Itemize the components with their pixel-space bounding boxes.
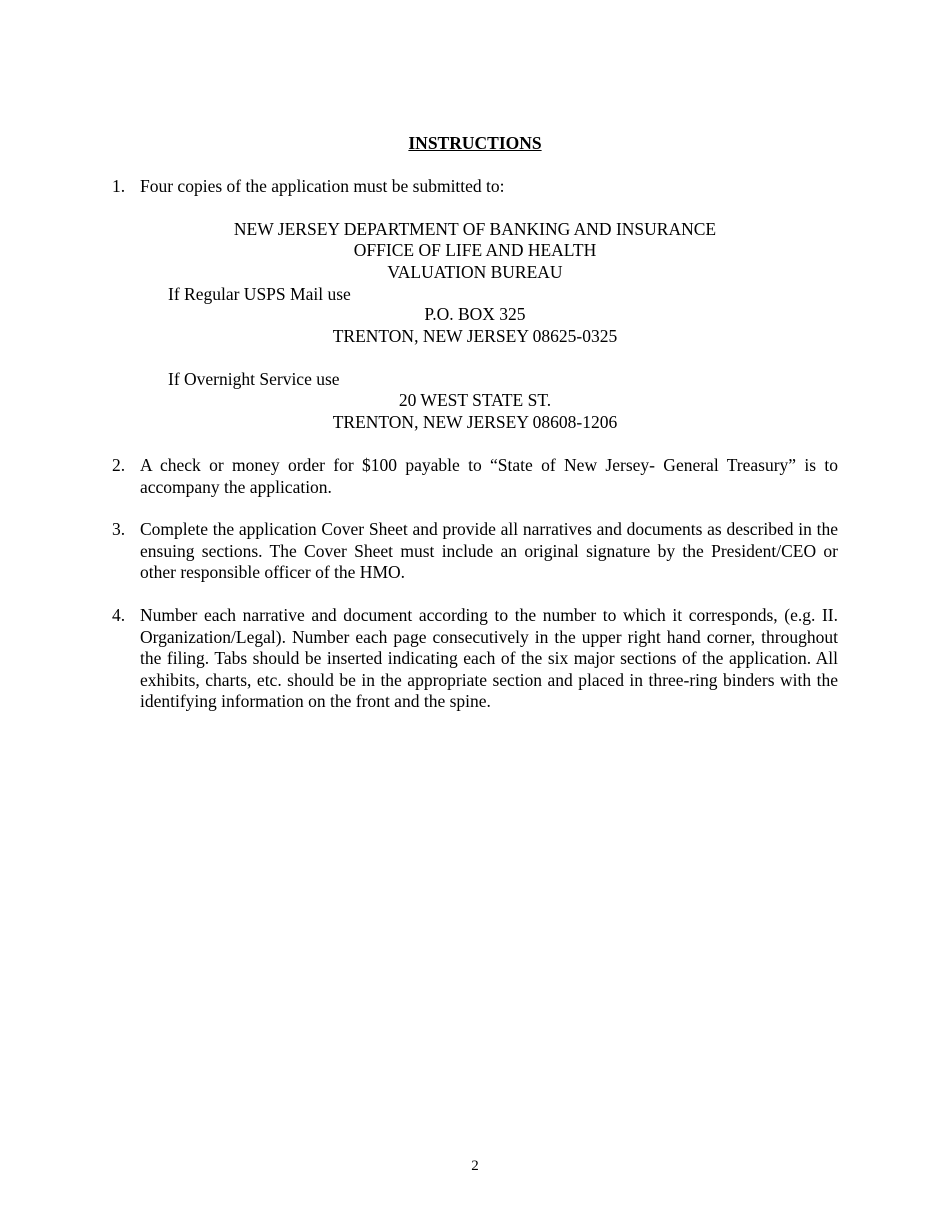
address-line-department: NEW JERSEY DEPARTMENT OF BANKING AND INSURANCE bbox=[233, 219, 717, 239]
item-number: 1. bbox=[112, 176, 126, 196]
item-number: 2. bbox=[112, 455, 126, 475]
item-number: 4. bbox=[112, 605, 126, 625]
mail-city-zip: TRENTON, NEW JERSEY 08625-0325 bbox=[332, 326, 618, 346]
item-number: 3. bbox=[112, 519, 126, 539]
item-text: Four copies of the application must be submitted to: bbox=[140, 176, 505, 196]
address-line-office: OFFICE OF LIFE AND HEALTH bbox=[353, 240, 597, 260]
address-line-bureau: VALUATION BUREAU bbox=[387, 262, 563, 282]
overnight-street: 20 WEST STATE ST. bbox=[398, 390, 552, 410]
item-text: Complete the application Cover Sheet and provide all narratives and documents as described in the ensuing sections. The Cover Sheet must include an original signature by the President/CEO or other responsible officer of the HMO. bbox=[140, 519, 838, 582]
item-text: Number each narrative and document according to the number to which it corresponds, (e.g. II. Organization/Legal). Number each page consecutively in the upper right hand corner, throughout the filing. Tabs should be inserted indicating each of the six major sections of the application. All exhibits, charts, etc. should be in the appropriate section and placed in three-ring binders with the identifying information on the front and the spine. bbox=[140, 605, 838, 711]
page-number: 2 bbox=[471, 1158, 479, 1174]
overnight-label: If Overnight Service use bbox=[168, 369, 340, 389]
mail-label: If Regular USPS Mail use bbox=[168, 284, 351, 304]
mail-po-box: P.O. BOX 325 bbox=[424, 304, 526, 324]
overnight-city-zip: TRENTON, NEW JERSEY 08608-1206 bbox=[332, 412, 618, 432]
page-title: INSTRUCTIONS bbox=[408, 133, 542, 153]
item-text: A check or money order for $100 payable to “State of New Jersey- General Treasury” is to accompany the application. bbox=[140, 455, 838, 497]
